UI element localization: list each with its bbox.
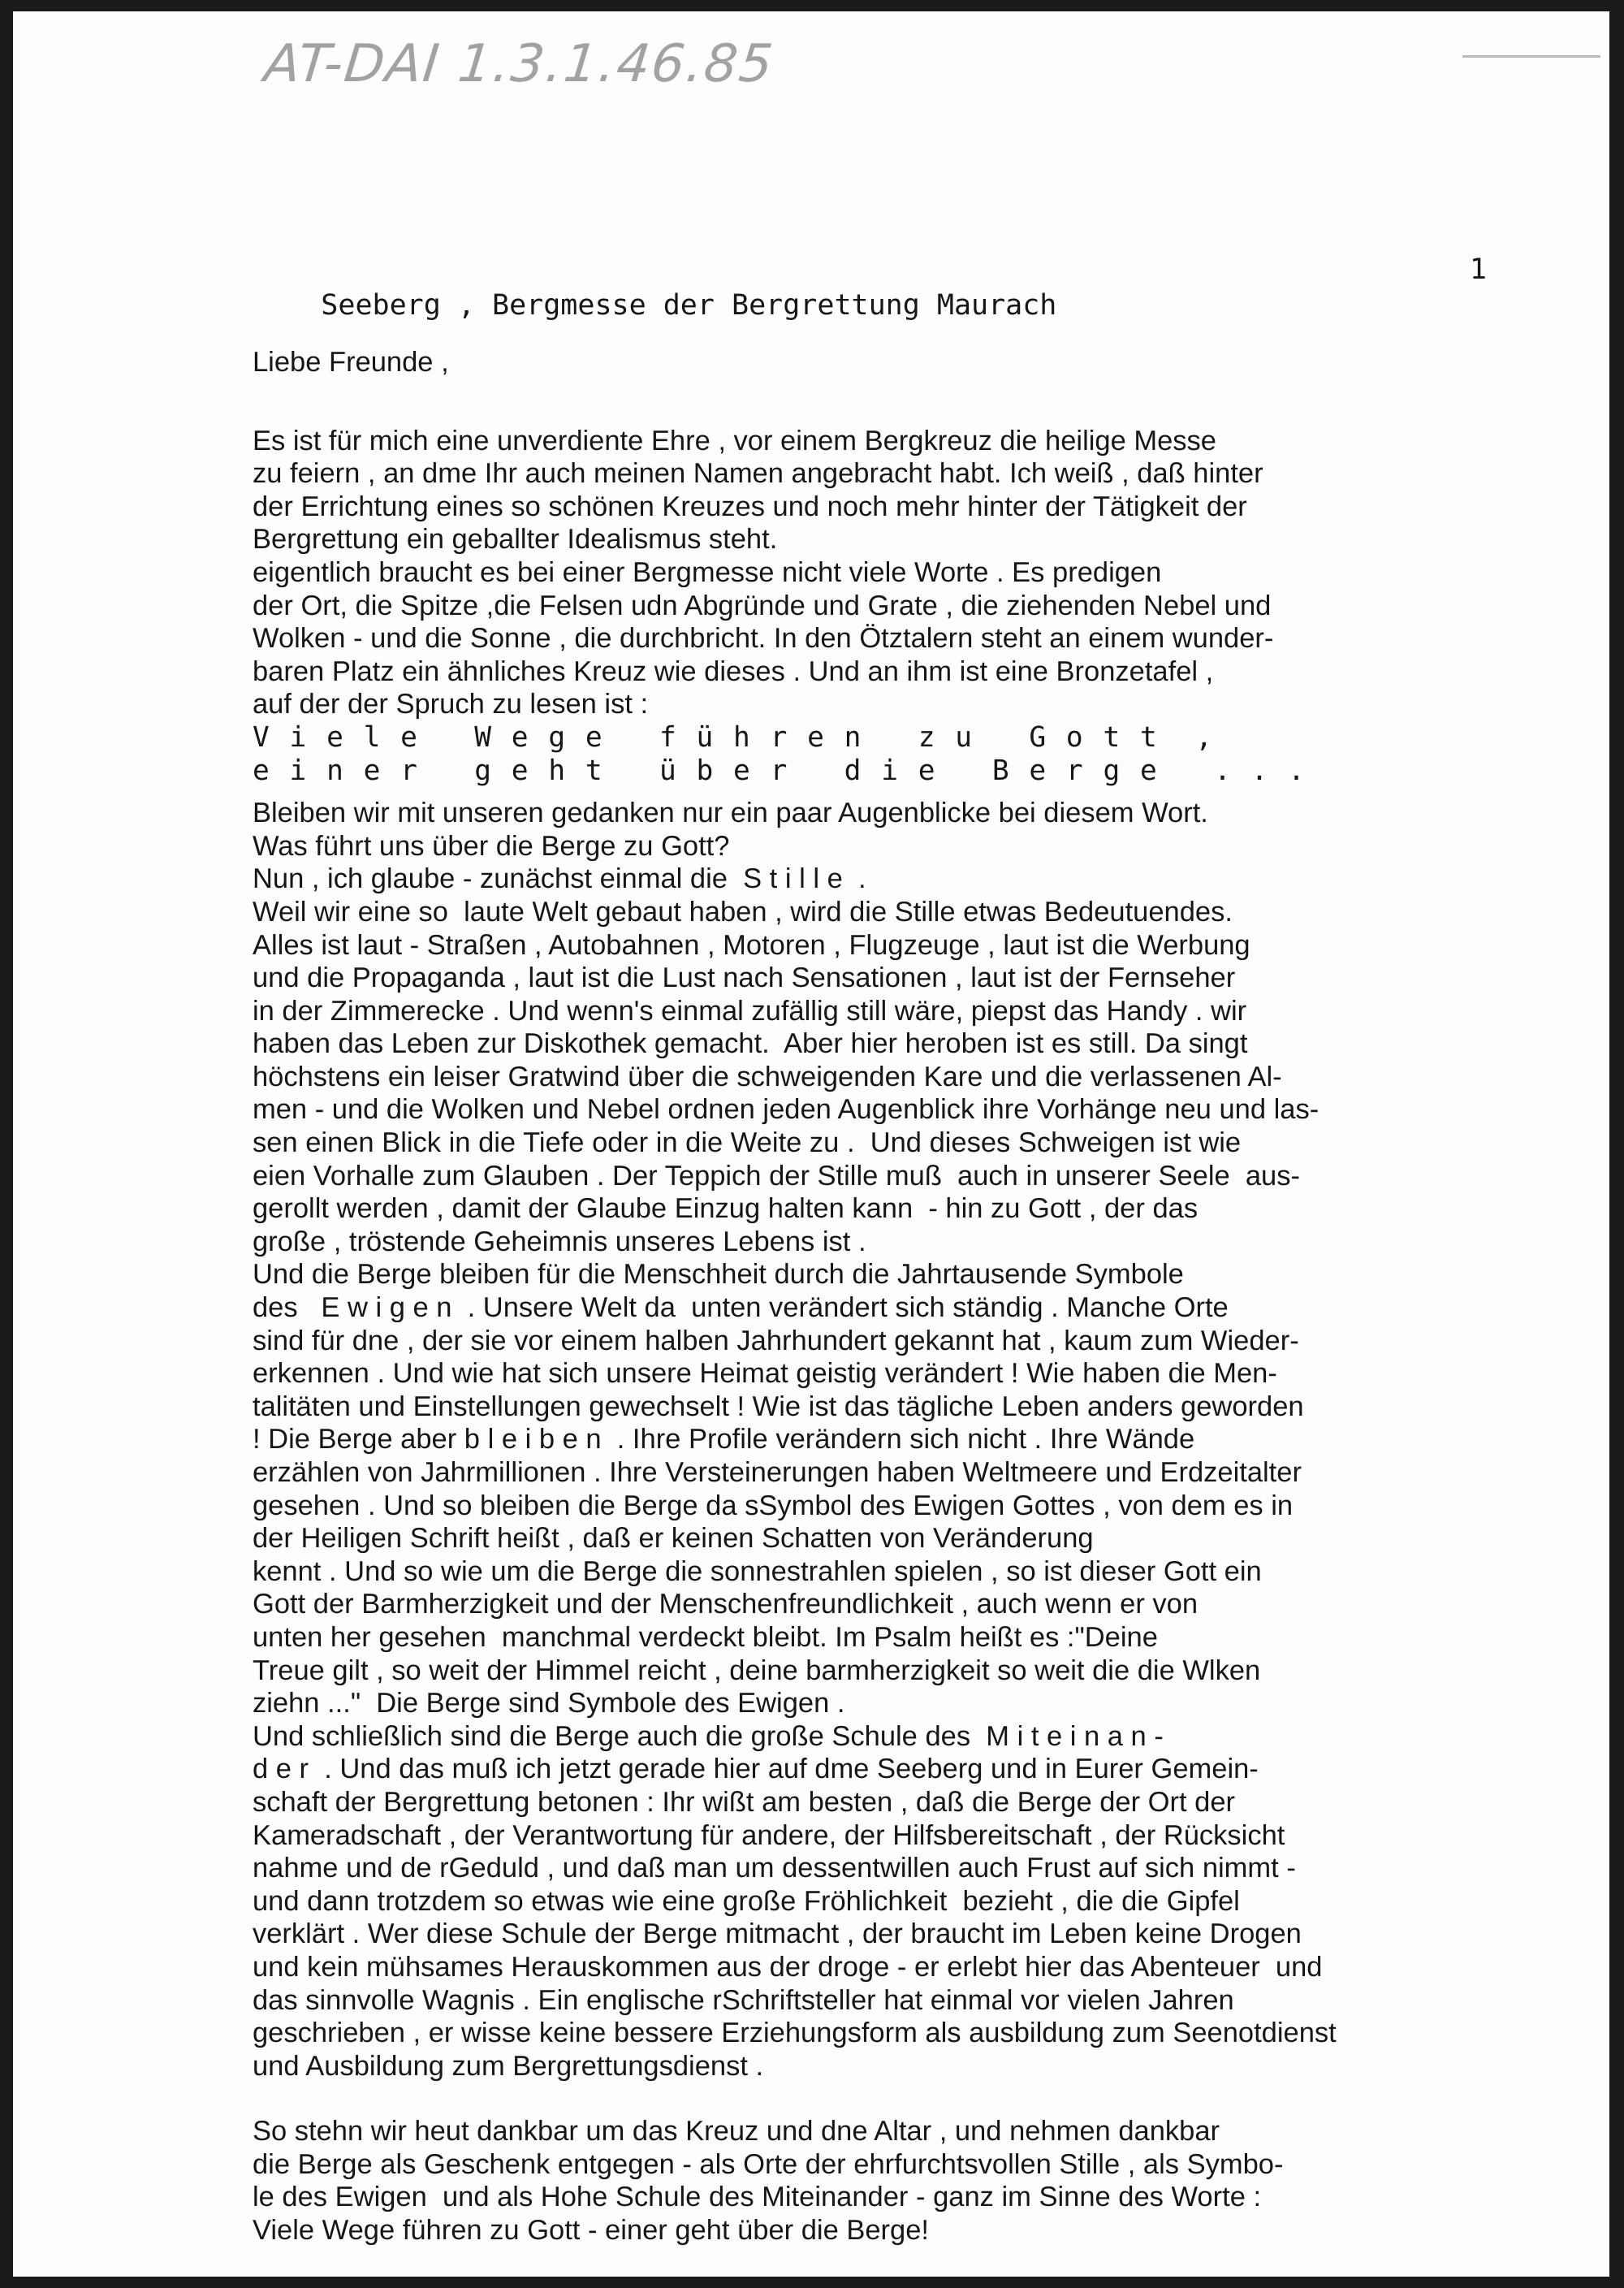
salutation: Liebe Freunde ,: [253, 347, 449, 378]
para6-line: d e r . Und das muß ich jetzt gerade hier auf dme Seeberg und in Eurer Gemein-: [253, 1754, 1259, 1785]
para1-line: Bergrettung ein geballter Idealismus steht.: [253, 524, 778, 556]
para6-line: nahme und de rGeduld , und daß man um dessentwillen auch Frust auf sich nimmt -: [253, 1853, 1296, 1884]
para6-line: das sinnvolle Wagnis . Ein englische rSchriftsteller hat einmal vor vielen Jahren: [253, 1984, 1234, 2016]
para4-line: und die Propaganda , laut ist die Lust nach Sensationen , laut ist der Fernseher: [253, 962, 1236, 994]
para5-line: Und die Berge bleiben für die Menschheit durch die Jahrtausende Symbole: [253, 1259, 1184, 1291]
para3-line: Was führt uns über die Berge zu Gott?: [253, 830, 730, 862]
letter-body: [253, 346, 1568, 2247]
para4-line: haben das Leben zur Diskothek gemacht. Aber hier heroben ist es still. Da singt: [253, 1028, 1248, 1060]
para2-line: der Ort, die Spitze ,die Felsen udn Abgründe und Grate , die ziehenden Nebel und: [253, 590, 1272, 621]
para4-line: große , tröstende Geheimnis unseres Lebens ist .: [253, 1226, 866, 1257]
para4-line: Alles ist laut - Straßen , Autobahnen , Motoren , Flugzeuge , laut ist die Werbung: [253, 929, 1250, 961]
para5-line: der Heiligen Schrift heißt , daß er keinen Schatten von Veränderung: [253, 1523, 1094, 1555]
para2-line: Wolken - und die Sonne , die durchbricht. In den Ötztalern steht an einem wunder-: [253, 623, 1274, 655]
para3-line: Bleiben wir mit unseren gedanken nur ein paar Augenblicke bei diesem Wort.: [253, 798, 1208, 829]
para2-line: baren Platz ein ähnliches Kreuz wie dieses . Und an ihm ist eine Bronzetafel ,: [253, 655, 1214, 687]
para5-line: erkennen . Und wie hat sich unsere Heimat geistig verändert ! Wie haben die Men-: [253, 1358, 1277, 1390]
para2-line: auf der der Spruch zu lesen ist :: [253, 689, 649, 720]
document-page: [13, 11, 1609, 2277]
document-title: Seeberg , Bergmesse der Bergrettung Maurach: [321, 289, 1057, 322]
para6-line: Und schließlich sind die Berge auch die große Schule des M i t e i n a n -: [253, 1720, 1164, 1752]
para7-line: So stehn wir heut dankbar um das Kreuz und dne Altar , und nehmen dankbar: [253, 2116, 1220, 2147]
para6-line: und dann trotzdem so etwas wie eine große Fröhlichkeit bezieht , die die Gipfel: [253, 1885, 1240, 1917]
para6-line: verklärt . Wer diese Schule der Berge mitmacht , der braucht im Leben keine Drogen: [253, 1918, 1302, 1950]
para1-line: Es ist für mich eine unverdiente Ehre , vor einem Bergkreuz die heilige Messe: [253, 425, 1216, 456]
page-number: 1: [1469, 253, 1487, 286]
para5-line: unten her gesehen manchmal verdeckt bleibt. Im Psalm heißt es :"Deine: [253, 1621, 1158, 1653]
para5-line: sind für dne , der sie vor einem halben Jahrhundert gekannt hat , kaum zum Wieder-: [253, 1325, 1299, 1356]
para1-line: der Errichtung eines so schönen Kreuzes und noch mehr hinter der Tätigkeit der: [253, 491, 1247, 522]
para2-line: eigentlich braucht es bei einer Bergmesse nicht viele Worte . Es predigen: [253, 556, 1162, 588]
para4-line: sen einen Blick in die Tiefe oder in die Weite zu . Und dieses Schweigen ist wie: [253, 1127, 1242, 1159]
para5-line: Treue gilt , so weit der Himmel reicht , deine barmherzigkeit so weit die die Wlken: [253, 1654, 1261, 1686]
para4-line: Weil wir eine so laute Welt gebaut haben , wird die Stille etwas Bedeutuendes.: [253, 896, 1233, 928]
para4-line: eien Vorhalle zum Glauben . Der Teppich der Stille muß auch in unserer Seele aus-: [253, 1160, 1300, 1192]
para4-line: Nun , ich glaube - zunächst einmal die S t i l l e .: [253, 863, 866, 895]
para5-line: ziehn ..." Die Berge sind Symbole des Ewigen .: [253, 1688, 845, 1719]
para5-line: kennt . Und so wie um die Berge die sonnestrahlen spielen , so ist dieser Gott ein: [253, 1555, 1262, 1587]
para5-line: gesehen . Und so bleiben die Berge da sSymbol des Ewigen Gottes , von dem es in: [253, 1490, 1294, 1521]
para5-line: talitäten und Einstellungen gewechselt ! Wie ist das tägliche Leben anders geworden: [253, 1391, 1304, 1422]
para4-line: gerollt werden , damit der Glaube Einzug halten kann - hin zu Gott , der das: [253, 1193, 1199, 1225]
para6-line: Kameradschaft , der Verantwortung für andere, der Hilfsbereitschaft , der Rücksicht: [253, 1819, 1285, 1851]
para6-line: schaft der Bergrettung betonen : Ihr wißt am besten , daß die Berge der Ort der: [253, 1786, 1236, 1818]
para7-line: die Berge als Geschenk entgegen - als Orte der ehrfurchtsvollen Stille , als Symbo-: [253, 2148, 1284, 2180]
para7-line: le des Ewigen und als Hohe Schule des Miteinander - ganz im Sinne des Worte :: [253, 2182, 1262, 2213]
para6-line: und Ausbildung zum Bergrettungsdienst .: [253, 2050, 764, 2082]
para6-line: und kein mühsames Herauskommen aus der droge - er erlebt hier das Abenteuer und: [253, 1951, 1323, 1983]
quote-line: e i n e r g e h t ü b e r d i e B e r g e . . .: [253, 754, 1307, 787]
para5-line: des E w i g e n . Unsere Welt da unten verändert sich ständig . Manche Orte: [253, 1292, 1229, 1324]
para5-line: Gott der Barmherzigkeit und der Menschenfreundlichkeit , auch wenn er von: [253, 1589, 1199, 1620]
para4-line: men - und die Wolken und Nebel ordnen jeden Augenblick ihre Vorhänge neu und las-: [253, 1094, 1320, 1126]
archive-reference-handwritten: AT-DAI 1.3.1.46.85: [261, 34, 777, 94]
quote-line: V i e l e W e g e f ü h r e n z u G o t t ,: [253, 720, 1215, 754]
para7-line: Viele Wege führen zu Gott - einer geht über die Berge!: [253, 2215, 929, 2247]
para6-line: geschrieben , er wisse keine bessere Erziehungsform als ausbildung zum Seenotdienst: [253, 2018, 1337, 2049]
para1-line: zu feiern , an dme Ihr auch meinen Namen angebracht habt. Ich weiß , daß hinter: [253, 458, 1263, 490]
para4-line: in der Zimmerecke . Und wenn's einmal zufällig still wäre, piepst das Handy . wir: [253, 995, 1247, 1027]
para4-line: höchstens ein leiser Gratwind über die schweigenden Kare und die verlassenen Al-: [253, 1061, 1282, 1092]
margin-rule: [1462, 55, 1600, 58]
para5-line: ! Die Berge aber b l e i b e n . Ihre Profile verändern sich nicht . Ihre Wände: [253, 1424, 1195, 1455]
para5-line: erzählen von Jahrmillionen . Ihre Versteinerungen haben Weltmeere und Erdzeitalter: [253, 1457, 1302, 1488]
